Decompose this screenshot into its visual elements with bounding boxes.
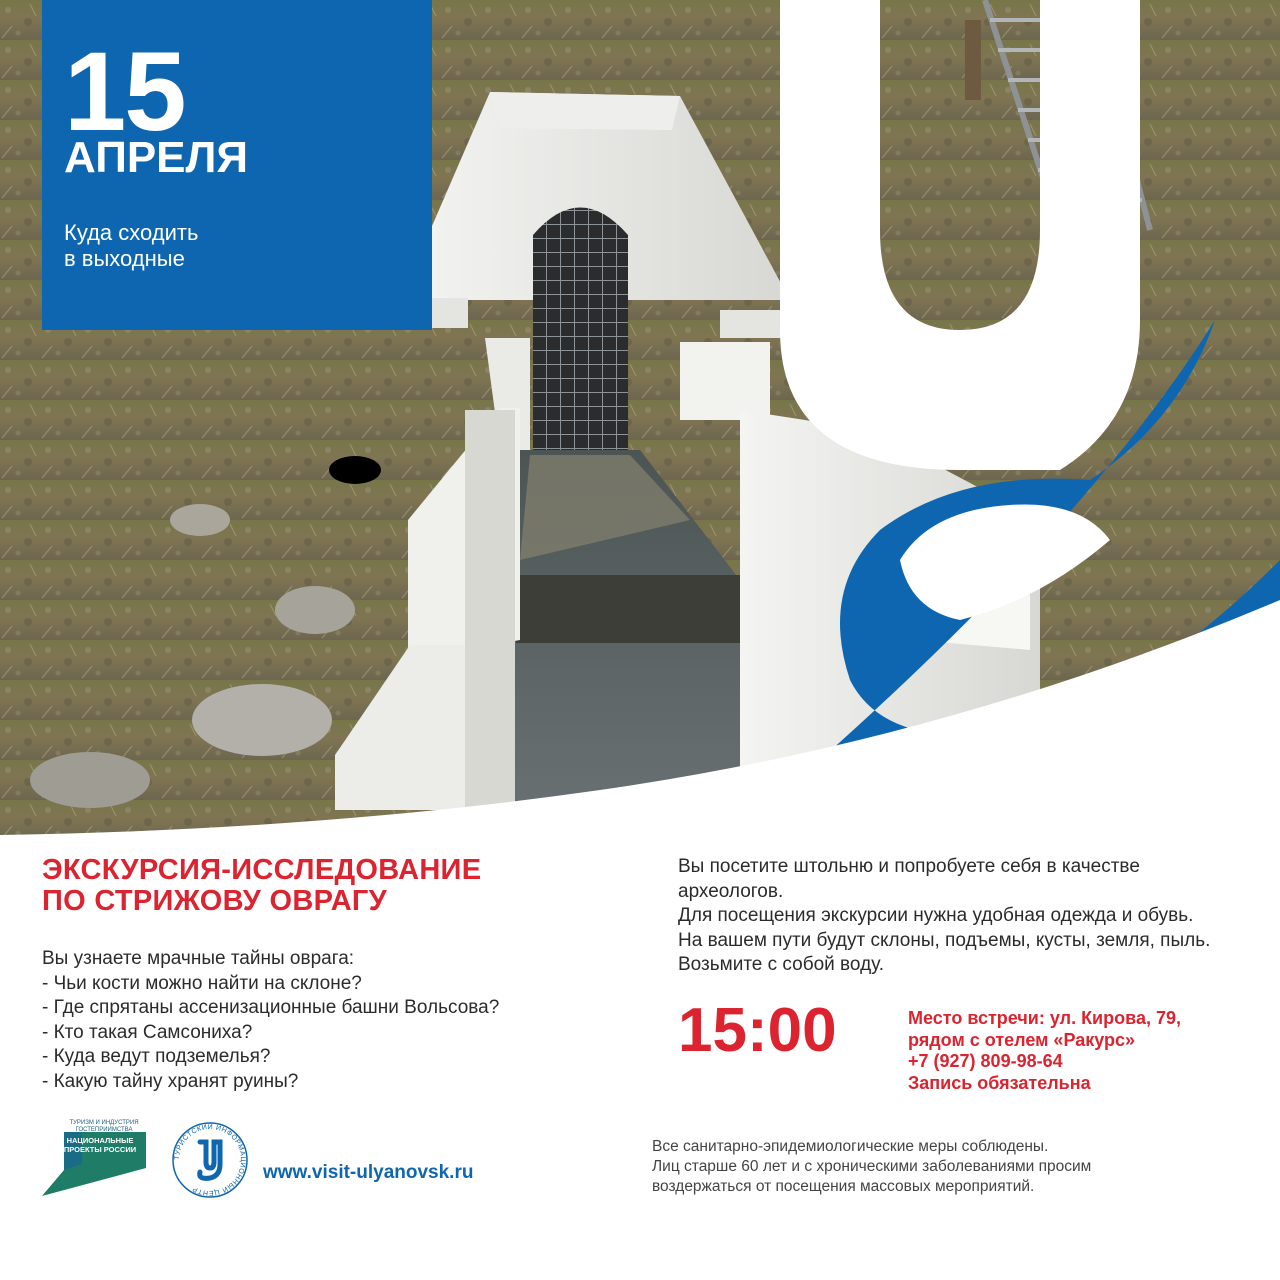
notice-line-1: Все санитарно-эпидемиологические меры соблюдены. bbox=[652, 1138, 1049, 1155]
tagline-line-2: в выходные bbox=[64, 246, 185, 272]
question-item: - Куда ведут подземелья? bbox=[42, 1046, 271, 1067]
website-link[interactable]: www.visit-ulyanovsk.ru bbox=[263, 1162, 474, 1183]
date-block bbox=[42, 0, 432, 330]
date-month: АПРЕЛЯ bbox=[64, 133, 249, 182]
event-title-line-2: ПО СТРИЖОВУ ОВРАГУ bbox=[42, 885, 388, 918]
sanitary-notice bbox=[652, 1137, 1212, 1197]
notice-line-2: Лиц старше 60 лет и с хроническими заболеваниями просим bbox=[652, 1158, 1092, 1175]
date-tagline bbox=[64, 220, 324, 273]
meeting-phone[interactable]: +7 (927) 809-98-64 bbox=[908, 1051, 1063, 1071]
question-item: - Чьи кости можно найти на склоне? bbox=[42, 972, 362, 994]
meeting-info bbox=[908, 1008, 1238, 1094]
question-item: - Где спрятаны ассенизационные башни Вольсова? bbox=[42, 997, 500, 1018]
date-day: 15 bbox=[64, 29, 185, 154]
registration-note: Запись обязательна bbox=[908, 1072, 1091, 1093]
tourist-info-center-logo bbox=[170, 1120, 250, 1200]
national-projects-tag: ТУРИЗМ И ИНДУСТРИЯ ГОСТЕПРИИМСТВА bbox=[69, 1120, 139, 1133]
event-description bbox=[678, 855, 1218, 978]
meeting-place-line-1: Место встречи: ул. Кирова, 79, bbox=[908, 1008, 1181, 1028]
description-1: Вы посетите штольню и попробуете себя в качестве археологов. bbox=[678, 856, 1140, 902]
notice-line-3: воздержаться от посещения массовых мероприятий. bbox=[652, 1178, 1035, 1195]
lead-intro: Вы узнаете мрачные тайны оврага: bbox=[42, 948, 355, 969]
question-item: - Какую тайну хранят руины? bbox=[42, 1070, 299, 1092]
center-logo-text: ТУРИСТСКИЙ ИНФОРМАЦИОННЫЙ ЦЕНТР bbox=[173, 1123, 247, 1197]
tagline-line-1: Куда сходить bbox=[64, 220, 199, 245]
description-2: Для посещения экскурсии нужна удобная одежда и обувь. На вашем пути будут склоны, подъемы, кусты, земля, пыль. Возьмите с собой воду. bbox=[678, 905, 1211, 975]
event-title bbox=[42, 855, 602, 918]
meeting-place-line-2: рядом с отелем «Ракурс» bbox=[908, 1029, 1136, 1050]
event-time: 15:00 bbox=[678, 996, 837, 1065]
national-projects-name: НАЦИОНАЛЬНЫЕ ПРОЕКТЫ РОССИИ bbox=[63, 1136, 137, 1154]
event-title-line-1: ЭКСКУРСИЯ-ИССЛЕДОВАНИЕ bbox=[42, 854, 482, 886]
question-item: - Кто такая Самсониха? bbox=[42, 1021, 253, 1043]
questions-list bbox=[42, 972, 499, 1095]
event-lead bbox=[42, 947, 499, 1094]
